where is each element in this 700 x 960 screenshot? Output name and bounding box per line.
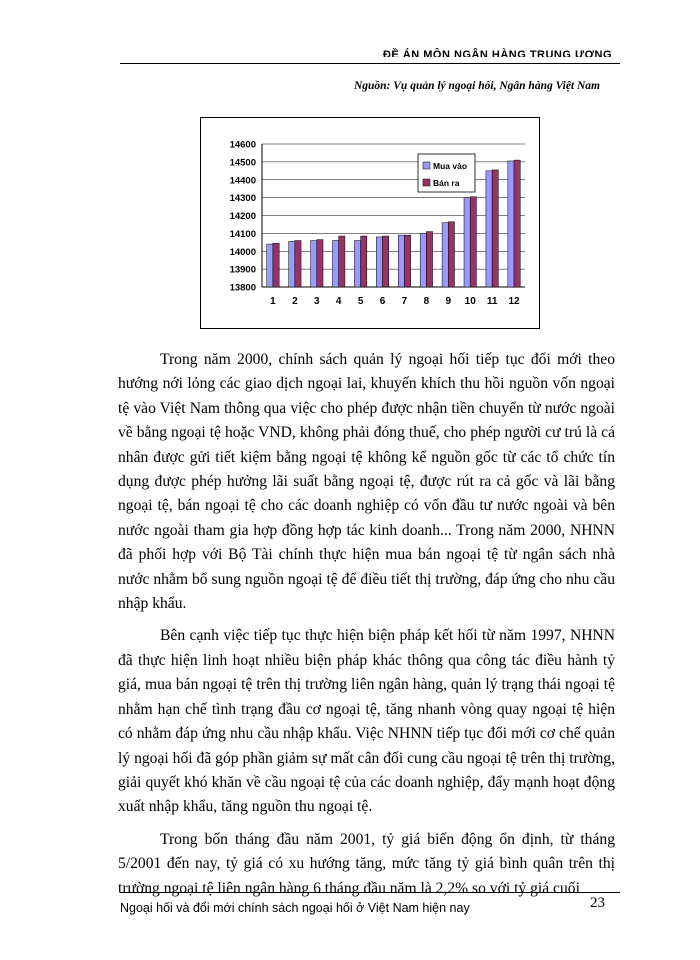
- y-tick-label: 13800: [229, 282, 256, 294]
- chart-svg: [201, 118, 541, 330]
- bar-ban-ra: [448, 222, 454, 287]
- y-tick-label: 14400: [229, 175, 256, 187]
- body-text: [118, 348, 615, 909]
- bar-mua-vao: [464, 198, 470, 287]
- bar-ban-ra: [404, 235, 410, 287]
- bar-ban-ra: [492, 170, 498, 287]
- x-tick-label: 4: [335, 296, 342, 307]
- bar-mua-vao: [420, 233, 426, 287]
- x-tick-label: 1: [270, 296, 276, 307]
- y-tick-label: 14300: [229, 193, 256, 205]
- y-tick-label: 14200: [229, 211, 256, 222]
- x-tick-label: 2: [292, 296, 298, 307]
- x-tick-label: 10: [464, 296, 476, 307]
- bar-mua-vao: [486, 171, 492, 287]
- footer-rule: [120, 892, 620, 893]
- legend-label: Bán ra: [433, 178, 460, 188]
- chart-source-note: Nguồn: Vụ quản lý ngoại hối, Ngân hàng Việt Nam: [353, 80, 600, 92]
- bar-ban-ra: [426, 232, 432, 287]
- y-tick-label: 14600: [229, 139, 256, 151]
- bar-mua-vao: [398, 235, 404, 287]
- page-number: 23: [590, 895, 605, 911]
- exchange-rate-chart: [200, 117, 540, 329]
- x-tick-label: 7: [401, 296, 408, 307]
- bar-mua-vao: [289, 241, 295, 287]
- x-tick-label: 3: [314, 296, 320, 307]
- bar-mua-vao: [442, 223, 448, 287]
- x-tick-label: 6: [379, 296, 386, 307]
- bar-ban-ra: [339, 236, 345, 287]
- legend-label: Mua vào: [433, 161, 468, 171]
- legend-swatch: [423, 162, 430, 169]
- bar-mua-vao: [376, 237, 382, 287]
- bar-ban-ra: [317, 240, 323, 287]
- bar-ban-ra: [273, 243, 279, 287]
- bar-ban-ra: [470, 197, 476, 287]
- y-tick-label: 14000: [229, 246, 256, 258]
- y-tick-label: 13900: [229, 264, 256, 276]
- footer-text: Ngoại hối và đổi mới chính sách ngoại hối ở Việt Nam hiện nay: [120, 901, 470, 915]
- y-tick-label: 14100: [229, 228, 256, 240]
- x-tick-label: 5: [357, 296, 364, 307]
- x-tick-label: 8: [423, 296, 430, 307]
- x-tick-label: 11: [486, 296, 498, 307]
- paragraph-1: Trong năm 2000, chính sách quản lý ngoại hối tiếp tục đổi mới theo hướng nới lỏng các giao dịch ngoại lai, khuyến khích thu hồi nguồn vốn ngoại tệ vào Việt Nam thông qua việc cho phép được nhận tiền chuyển từ nước ngoài về bằng ngoại tệ hoặc VND, không phải đóng thuế, cho phép người cư trú là cá nhân được gửi tiết kiệm bằng ngoại tệ không kể nguồn gốc từ các tổ chức tín dụng được phép hưởng lãi suất bằng ngoại tệ, được rút ra cả gốc và lãi bằng ngoại tệ, bán ngoại tệ cho các doanh nghiệp có vốn đầu tư nước ngoài và bên nước ngoài tham gia hợp đồng hợp tác kinh doanh... Trong năm 2000, NHNN đã phối hợp với Bộ Tài chính thực hiện mua bán ngoại tệ từ ngân sách nhà nước nhằm bổ sung nguồn ngoại tệ để điều tiết thị trường, đáp ứng cho nhu cầu nhập khẩu.: [118, 351, 615, 613]
- bar-ban-ra: [383, 236, 389, 287]
- legend-swatch: [423, 179, 430, 186]
- bar-ban-ra: [295, 241, 301, 287]
- paragraph-2: Bên cạnh việc tiếp tục thực hiện biện pháp kết hối từ năm 1997, NHNN đã thực hiện linh hoạt nhiều biện pháp khác thông qua công tác điều hành tỷ giá, mua bán ngoại tệ trên thị trường liên ngân hàng, quản lý trạng thái ngoại tệ nhằm hạn chế tình trạng đầu cơ ngoại tệ, tăng nhanh vòng quay ngoại tệ hiện có nhằm đáp ứng nhu cầu nhập khẩu. Việc NHNN tiếp tục đổi mới cơ chế quản lý ngoại hối đã góp phần giảm sự mất cân đối cung cầu ngoại tệ trên thị trường, giải quyết khó khăn về cầu ngoại tệ của các doanh nghiệp, đẩy mạnh hoạt động xuất nhập khẩu, tăng nguồn thu ngoại tệ.: [118, 627, 615, 816]
- x-tick-label: 9: [445, 296, 452, 307]
- bar-mua-vao: [333, 241, 339, 287]
- bar-ban-ra: [514, 160, 520, 287]
- header-rule: [120, 63, 620, 64]
- paragraph-3: Trong bốn tháng đầu năm 2001, tỷ giá biến động ổn định, từ tháng 5/2001 đến nay, tỷ giá có xu hướng tăng, mức tăng tỷ giá bình quân trên thị trường ngoại tệ liên ngân hàng 6 tháng đầu năm là 2,2% so với tỷ giá cuối: [118, 830, 615, 897]
- y-tick-label: 14500: [229, 157, 256, 169]
- bar-ban-ra: [361, 236, 367, 287]
- bar-mua-vao: [354, 241, 360, 287]
- bar-mua-vao: [267, 244, 273, 287]
- x-tick-label: 12: [508, 296, 520, 307]
- page-header-title: ĐỀ ÁN MÔN NGÂN HÀNG TRUNG ƯƠNG: [382, 49, 612, 57]
- bar-mua-vao: [311, 241, 317, 287]
- bar-mua-vao: [508, 161, 514, 287]
